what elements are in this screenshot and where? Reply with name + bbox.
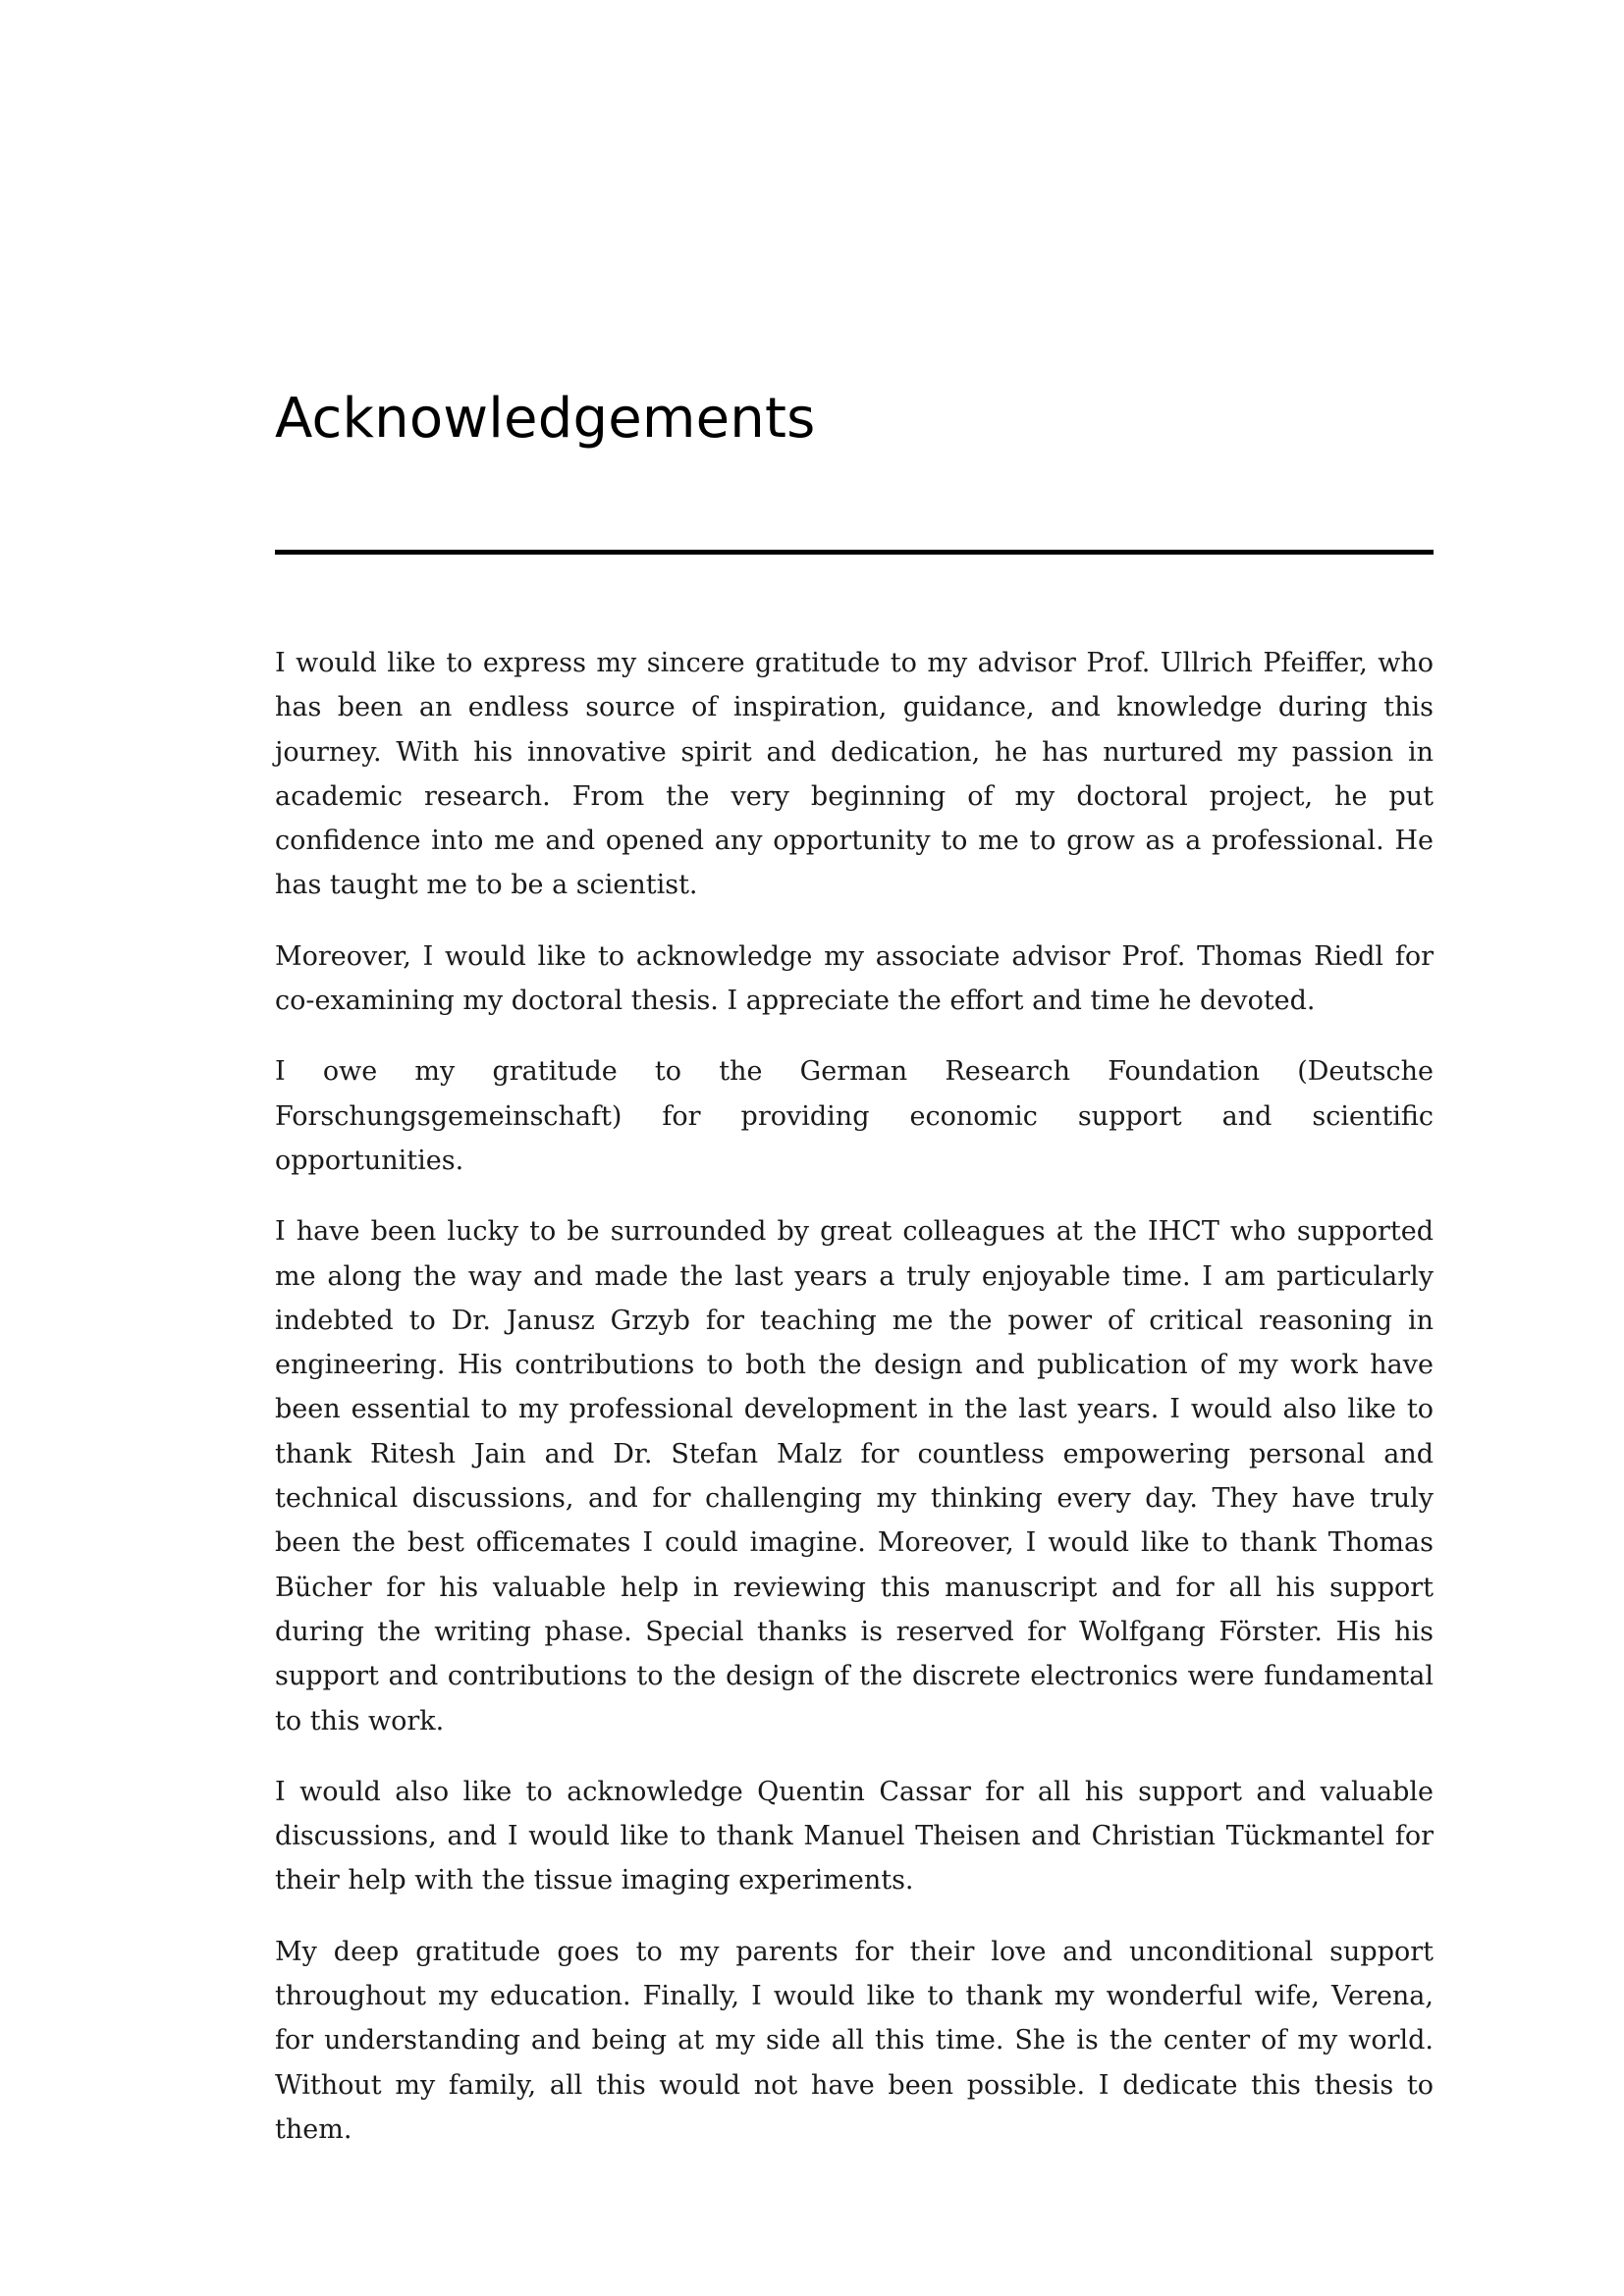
paragraph-colleagues: I have been lucky to be surrounded by great colleagues at the IHCT who supported me along the way and made the last years a truly enjoyable time. I am particularly indebted to Dr. Janusz Grzyb for teaching me the power of critical reasoning in engineering. His contributions to both the design and publication of my work have been essential to my professional development in the last years. I would also like to thank Ritesh Jain and Dr. Stefan Malz for countless empowering personal and technical discussions, and for challenging my thinking every day. They have truly been the best officemates I could imagine. Moreover, I would like to thank Thomas Bücher for his valuable help in reviewing this manuscript and for all his support during the writing phase. Special thanks is reserved for Wolfgang Förster. His his support and contributions to the design of the discrete electronics were fundamental to this work. <box>275 1216 1434 1736</box>
paragraph-collaborators: I would also like to acknowledge Quentin Cassar for all his support and valuable discussions, and I would like to thank Manuel Theisen and Christian Tückmantel for their help with the tissue imaging experiments. <box>275 1776 1434 1896</box>
body-text <box>275 641 1434 2178</box>
paragraph-associate-advisor: Moreover, I would like to acknowledge my associate advisor Prof. Thomas Riedl for co-examining my doctoral thesis. I appreciate the effort and time he devoted. <box>275 940 1434 1017</box>
title-rule <box>275 550 1434 555</box>
chapter-title: Acknowledgements <box>275 387 816 451</box>
paragraph-funding: I owe my gratitude to the German Research Foundation (Deutsche Forschungsgemeinschaft) for providing economic support and scientific opportunities. <box>275 1056 1434 1176</box>
paragraph-advisor: I would like to express my sincere gratitude to my advisor Prof. Ullrich Pfeiffer, who has been an endless source of inspiration, guidance, and knowledge during this journey. With his innovative spirit and dedication, he has nurtured my passion in academic research. From the very beginning of my doctoral project, he put confidence into me and opened any opportunity to me to grow as a professional. He has taught me to be a scientist. <box>275 648 1434 901</box>
paragraph-family: My deep gratitude goes to my parents for their love and unconditional support throughout my education. Finally, I would like to thank my wonderful wife, Verena, for understanding and being at my side all this time. She is the center of my world. Without my family, all this would not have been possible. I dedicate this thesis to them. <box>275 1936 1434 2145</box>
